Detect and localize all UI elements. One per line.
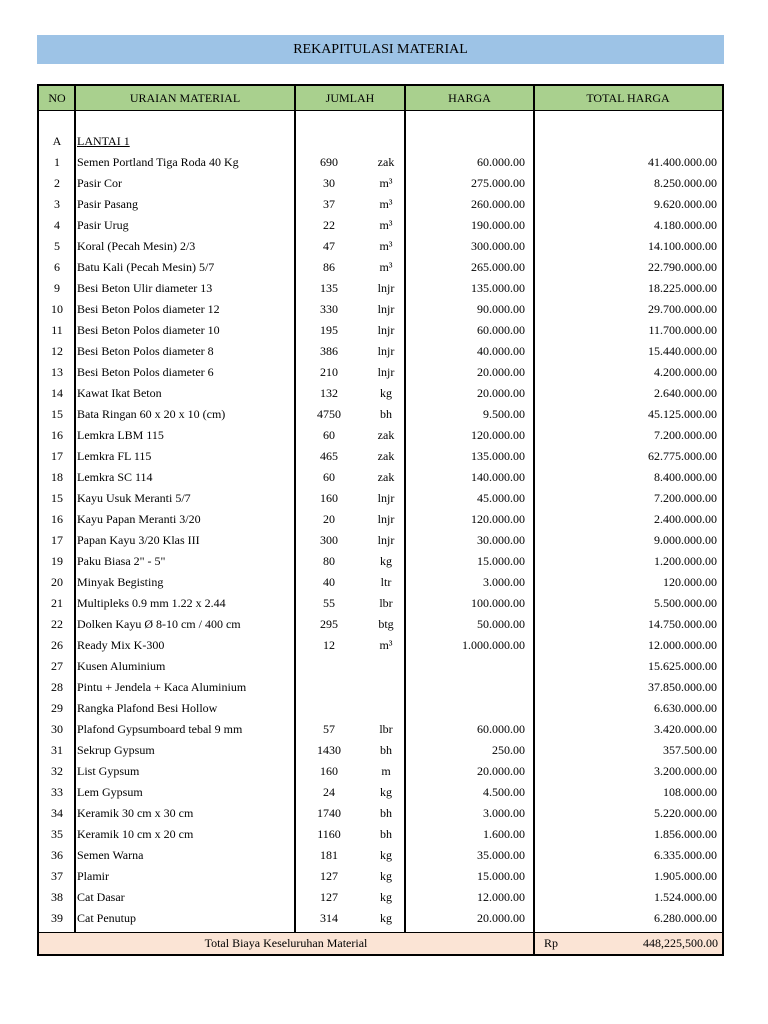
cell-no: 12 [51, 344, 63, 358]
cell-total: 9.000.000.00 [654, 533, 717, 547]
cell-no: 1 [54, 155, 60, 169]
cell-price: 30.000.00 [477, 533, 525, 547]
cell-no: 22 [51, 617, 63, 631]
cell-name: Keramik 10 cm x 20 cm [77, 827, 194, 841]
cell-price: 1.600.00 [483, 827, 525, 841]
cell-qty: 4750 [317, 407, 341, 421]
cell-name: Papan Kayu 3/20 Klas III [77, 533, 200, 547]
cell-qty: 465 [320, 449, 338, 463]
cell-name: Besi Beton Polos diameter 6 [77, 365, 214, 379]
cell-price: 250.00 [492, 743, 525, 757]
cell-qty: 210 [320, 365, 338, 379]
cell-unit: lnjr [377, 323, 395, 337]
table-row [39, 614, 722, 635]
table-row [39, 152, 722, 173]
cell-price: 60.000.00 [477, 323, 525, 337]
cell-total: 5.500.000.00 [654, 596, 717, 610]
cell-qty: 1740 [317, 806, 341, 820]
cell-name: Paku Biasa 2" - 5" [77, 554, 166, 568]
cell-price: 60.000.00 [477, 722, 525, 736]
cell-no: 38 [51, 890, 63, 904]
header-total: TOTAL HARGA [586, 91, 670, 105]
cell-name: Kawat Ikat Beton [77, 386, 162, 400]
cell-name: Besi Beton Ulir diameter 13 [77, 281, 213, 295]
cell-qty: 60 [323, 470, 335, 484]
cell-total: 3.420.000.00 [654, 722, 717, 736]
cell-unit: lnjr [377, 281, 395, 295]
cell-total: 1.524.000.00 [654, 890, 717, 904]
cell-total: 2.400.000.00 [654, 512, 717, 526]
cell-no: 34 [51, 806, 63, 820]
cell-no: 29 [51, 701, 63, 715]
table-row [39, 887, 722, 908]
cell-qty: 195 [320, 323, 338, 337]
cell-unit: m³ [379, 176, 393, 190]
cell-qty: 181 [320, 848, 338, 862]
cell-total: 11.700.000.00 [648, 323, 717, 337]
section-row [39, 131, 722, 152]
cell-name: Dolken Kayu Ø 8-10 cm / 400 cm [77, 617, 241, 631]
cell-price: 265.000.00 [471, 260, 525, 274]
cell-total: 120.000.00 [663, 575, 717, 589]
cell-no: 16 [51, 428, 63, 442]
cell-no: 36 [51, 848, 63, 862]
cell-unit: lnjr [377, 344, 395, 358]
cell-price: 20.000.00 [477, 386, 525, 400]
cell-total: 1.856.000.00 [654, 827, 717, 841]
table-row [39, 782, 722, 803]
cell-name: List Gypsum [77, 764, 140, 778]
table-row [39, 194, 722, 215]
cell-price: 9.500.00 [483, 407, 525, 421]
section-name: LANTAI 1 [77, 134, 130, 148]
table-row [39, 215, 722, 236]
cell-no: 35 [51, 827, 63, 841]
cell-price: 300.000.00 [471, 239, 525, 253]
cell-qty: 86 [323, 260, 335, 274]
cell-price: 12.000.00 [477, 890, 525, 904]
cell-price: 60.000.00 [477, 155, 525, 169]
cell-price: 3.000.00 [483, 806, 525, 820]
cell-unit: m³ [379, 218, 393, 232]
cell-qty: 127 [320, 869, 338, 883]
cell-total: 12.000.000.00 [648, 638, 717, 652]
cell-total: 9.620.000.00 [654, 197, 717, 211]
table-row [39, 698, 722, 719]
table-row [39, 509, 722, 530]
cell-qty: 160 [320, 491, 338, 505]
cell-no: 15 [51, 407, 63, 421]
cell-unit: lnjr [377, 512, 395, 526]
cell-name: Kusen Aluminium [77, 659, 166, 673]
cell-name: Multipleks 0.9 mm 1.22 x 2.44 [77, 596, 226, 610]
total-row [39, 932, 722, 954]
cell-qty: 160 [320, 764, 338, 778]
table-row [39, 572, 722, 593]
cell-qty: 127 [320, 890, 338, 904]
cell-no: 20 [51, 575, 63, 589]
cell-unit: kg [380, 386, 392, 400]
cell-price: 120.000.00 [471, 428, 525, 442]
cell-price: 275.000.00 [471, 176, 525, 190]
cell-price: 20.000.00 [477, 365, 525, 379]
cell-price: 100.000.00 [471, 596, 525, 610]
cell-name: Plamir [77, 869, 109, 883]
cell-price: 20.000.00 [477, 764, 525, 778]
cell-total: 3.200.000.00 [654, 764, 717, 778]
cell-no: 37 [51, 869, 63, 883]
cell-unit: bh [380, 743, 392, 757]
cell-unit: bh [380, 806, 392, 820]
cell-total: 4.180.000.00 [654, 218, 717, 232]
cell-qty: 1430 [317, 743, 341, 757]
cell-name: Rangka Plafond Besi Hollow [77, 701, 218, 715]
cell-name: Lemkra LBM 115 [77, 428, 164, 442]
cell-no: 33 [51, 785, 63, 799]
cell-qty: 47 [323, 239, 335, 253]
cell-qty: 386 [320, 344, 338, 358]
cell-qty: 1160 [317, 827, 341, 841]
cell-name: Keramik 30 cm x 30 cm [77, 806, 194, 820]
cell-price: 1.000.000.00 [462, 638, 525, 652]
cell-name: Cat Penutup [77, 911, 136, 925]
cell-qty: 20 [323, 512, 335, 526]
cell-total: 22.790.000.00 [648, 260, 717, 274]
cell-qty: 57 [323, 722, 335, 736]
table-row [39, 677, 722, 698]
cell-name: Sekrup Gypsum [77, 743, 155, 757]
cell-price: 15.000.00 [477, 869, 525, 883]
cell-no: 6 [54, 260, 60, 274]
cell-name: Besi Beton Polos diameter 8 [77, 344, 214, 358]
table-row [39, 173, 722, 194]
table-row [39, 467, 722, 488]
table-row [39, 803, 722, 824]
table-row [39, 362, 722, 383]
cell-unit: m³ [379, 197, 393, 211]
cell-price: 4.500.00 [483, 785, 525, 799]
cell-total: 41.400.000.00 [648, 155, 717, 169]
table-row [39, 446, 722, 467]
table-row [39, 257, 722, 278]
cell-total: 45.125.000.00 [648, 407, 717, 421]
table-header [39, 86, 722, 111]
cell-price: 3.000.00 [483, 575, 525, 589]
cell-unit: zak [377, 155, 395, 169]
cell-qty: 314 [320, 911, 338, 925]
cell-name: Besi Beton Polos diameter 12 [77, 302, 220, 316]
cell-name: Cat Dasar [77, 890, 125, 904]
cell-qty: 690 [320, 155, 338, 169]
cell-name: Lemkra SC 114 [77, 470, 153, 484]
cell-unit: lnjr [377, 365, 395, 379]
table-row [39, 299, 722, 320]
cell-price: 20.000.00 [477, 911, 525, 925]
table-row [39, 383, 722, 404]
cell-total: 62.775.000.00 [648, 449, 717, 463]
cell-unit: zak [377, 428, 395, 442]
cell-name: Kayu Usuk Meranti 5/7 [77, 491, 191, 505]
header-qty: JUMLAH [325, 91, 375, 105]
cell-unit: bh [380, 407, 392, 421]
cell-total: 4.200.000.00 [654, 365, 717, 379]
cell-name: Minyak Begisting [77, 575, 164, 589]
table-row [39, 551, 722, 572]
cell-no: 14 [51, 386, 63, 400]
cell-qty: 132 [320, 386, 338, 400]
cell-no: 17 [51, 449, 63, 463]
cell-name: Ready Mix K-300 [77, 638, 165, 652]
cell-total: 6.335.000.00 [654, 848, 717, 862]
cell-unit: btg [378, 617, 394, 631]
cell-name: Lem Gypsum [77, 785, 143, 799]
table-row [39, 425, 722, 446]
cell-unit: kg [380, 848, 392, 862]
table-row [39, 530, 722, 551]
table-row [39, 845, 722, 866]
cell-price: 45.000.00 [477, 491, 525, 505]
cell-qty: 80 [323, 554, 335, 568]
cell-unit: m³ [379, 239, 393, 253]
cell-name: Pintu + Jendela + Kaca Aluminium [77, 680, 247, 694]
cell-name: Kayu Papan Meranti 3/20 [77, 512, 201, 526]
cell-total: 7.200.000.00 [654, 491, 717, 505]
cell-total: 357.500.00 [663, 743, 717, 757]
cell-unit: zak [377, 449, 395, 463]
cell-price: 15.000.00 [477, 554, 525, 568]
page-title: REKAPITULASI MATERIAL [37, 35, 724, 64]
table-row [39, 320, 722, 341]
table-row [39, 635, 722, 656]
cell-price: 50.000.00 [477, 617, 525, 631]
cell-unit: m [381, 764, 391, 778]
cell-total: 1.905.000.00 [654, 869, 717, 883]
header-no: NO [48, 91, 66, 105]
cell-no: 17 [51, 533, 63, 547]
cell-no: 5 [54, 239, 60, 253]
cell-total: 6.630.000.00 [654, 701, 717, 715]
cell-unit: kg [380, 911, 392, 925]
cell-qty: 12 [323, 638, 335, 652]
cell-qty: 55 [323, 596, 335, 610]
cell-price: 135.000.00 [471, 281, 525, 295]
cell-unit: kg [380, 554, 392, 568]
cell-no: 3 [54, 197, 60, 211]
cell-qty: 300 [320, 533, 338, 547]
cell-unit: ltr [380, 575, 392, 589]
cell-total: 15.625.000.00 [648, 659, 717, 673]
table-row [39, 740, 722, 761]
cell-total: 14.750.000.00 [648, 617, 717, 631]
cell-unit: lnjr [377, 302, 395, 316]
cell-total: 7.200.000.00 [654, 428, 717, 442]
cell-qty: 37 [323, 197, 335, 211]
cell-no: 30 [51, 722, 63, 736]
cell-name: Batu Kali (Pecah Mesin) 5/7 [77, 260, 215, 274]
cell-qty: 24 [323, 785, 335, 799]
header-name: URAIAN MATERIAL [129, 91, 241, 105]
cell-price: 40.000.00 [477, 344, 525, 358]
cell-qty: 295 [320, 617, 338, 631]
table-row [39, 593, 722, 614]
cell-qty: 60 [323, 428, 335, 442]
cell-qty: 330 [320, 302, 338, 316]
cell-name: Pasir Urug [77, 218, 129, 232]
table-row [39, 278, 722, 299]
cell-no: 18 [51, 470, 63, 484]
cell-no: 32 [51, 764, 63, 778]
total-label: Total Biaya Keseluruhan Material [204, 936, 368, 950]
cell-no: 28 [51, 680, 63, 694]
cell-qty: 135 [320, 281, 338, 295]
cell-unit: lnjr [377, 533, 395, 547]
cell-no: 9 [54, 281, 60, 295]
cell-total: 108.000.00 [663, 785, 717, 799]
cell-total: 14.100.000.00 [648, 239, 717, 253]
cell-price: 190.000.00 [471, 218, 525, 232]
cell-no: 16 [51, 512, 63, 526]
table-row [39, 908, 722, 929]
cell-unit: kg [380, 869, 392, 883]
cell-name: Pasir Pasang [77, 197, 138, 211]
table-row [39, 404, 722, 425]
cell-name: Plafond Gypsumboard tebal 9 mm [77, 722, 243, 736]
cell-name: Besi Beton Polos diameter 10 [77, 323, 220, 337]
cell-price: 90.000.00 [477, 302, 525, 316]
total-value: 448,225,500.00 [643, 936, 718, 950]
cell-no: 31 [51, 743, 63, 757]
cell-total: 15.440.000.00 [648, 344, 717, 358]
cell-unit: lbr [379, 722, 393, 736]
header-price: HARGA [448, 91, 491, 105]
table-row [39, 761, 722, 782]
cell-name: Koral (Pecah Mesin) 2/3 [77, 239, 196, 253]
table-row [39, 488, 722, 509]
cell-unit: lnjr [377, 491, 395, 505]
cell-no: 2 [54, 176, 60, 190]
cell-qty: 40 [323, 575, 335, 589]
total-currency: Rp [544, 936, 559, 950]
cell-no: 26 [51, 638, 63, 652]
cell-total: 6.280.000.00 [654, 911, 717, 925]
cell-no: 15 [51, 491, 63, 505]
cell-name: Lemkra FL 115 [77, 449, 152, 463]
cell-unit: kg [380, 785, 392, 799]
material-table [37, 84, 724, 956]
cell-unit: zak [377, 470, 395, 484]
table-row [39, 656, 722, 677]
cell-price: 140.000.00 [471, 470, 525, 484]
cell-unit: lbr [379, 596, 393, 610]
table-row [39, 866, 722, 887]
cell-price: 35.000.00 [477, 848, 525, 862]
cell-name: Pasir Cor [77, 176, 122, 190]
table-row [39, 236, 722, 257]
cell-no: 13 [51, 365, 63, 379]
cell-no: 27 [51, 659, 63, 673]
cell-no: 10 [51, 302, 63, 316]
cell-total: 1.200.000.00 [654, 554, 717, 568]
cell-name: Bata Ringan 60 x 20 x 10 (cm) [77, 407, 226, 421]
cell-total: 37.850.000.00 [648, 680, 717, 694]
cell-name: Semen Portland Tiga Roda 40 Kg [77, 155, 239, 169]
cell-unit: kg [380, 890, 392, 904]
column-divider [533, 933, 535, 955]
cell-total: 8.250.000.00 [654, 176, 717, 190]
cell-qty: 22 [323, 218, 335, 232]
cell-no: 4 [54, 218, 60, 232]
cell-unit: bh [380, 827, 392, 841]
cell-unit: m³ [379, 260, 393, 274]
table-row [39, 719, 722, 740]
cell-name: Semen Warna [77, 848, 144, 862]
cell-price: 120.000.00 [471, 512, 525, 526]
cell-total: 18.225.000.00 [648, 281, 717, 295]
cell-total: 5.220.000.00 [654, 806, 717, 820]
cell-no: 21 [51, 596, 63, 610]
table-row [39, 824, 722, 845]
table-row [39, 341, 722, 362]
cell-no: 11 [51, 323, 63, 337]
cell-qty: 30 [323, 176, 335, 190]
cell-price: 135.000.00 [471, 449, 525, 463]
cell-total: 29.700.000.00 [648, 302, 717, 316]
cell-price: 260.000.00 [471, 197, 525, 211]
cell-no: 19 [51, 554, 63, 568]
cell-no: 39 [51, 911, 63, 925]
cell-total: 2.640.000.00 [654, 386, 717, 400]
cell-total: 8.400.000.00 [654, 470, 717, 484]
cell-unit: m³ [379, 638, 393, 652]
section-no: A [52, 134, 62, 148]
